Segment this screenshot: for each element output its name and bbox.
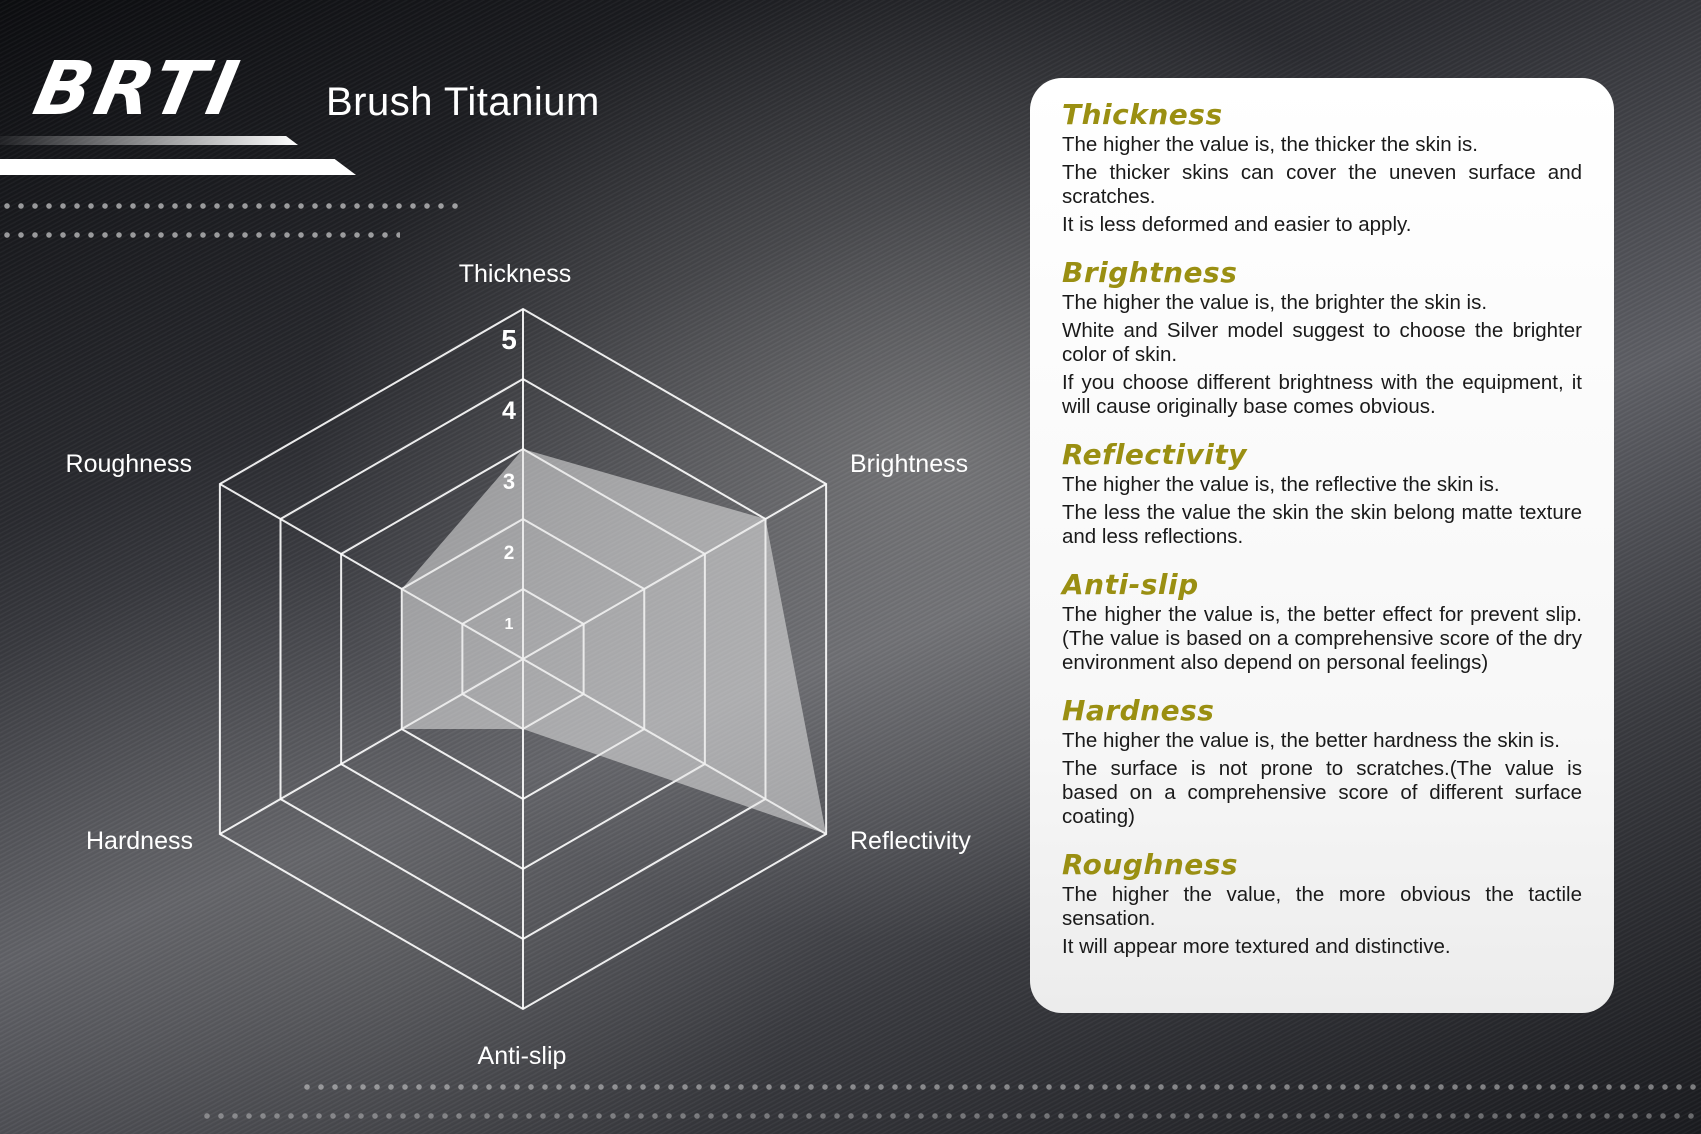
definition-title: Reflectivity	[1062, 438, 1247, 471]
definition-anti-slip	[1062, 568, 1582, 675]
tick-label-2: 2	[503, 543, 515, 564]
tick-label-4: 4	[502, 397, 516, 425]
definition-line: If you choose different brightness with the equipment, it will cause originally base comes obvious.	[1062, 371, 1582, 418]
definition-line: The higher the value is, the brighter the skin is.	[1062, 291, 1488, 314]
definition-roughness	[1062, 848, 1582, 959]
definition-hardness	[1062, 694, 1582, 829]
axis-label-brightness: Brightness	[850, 450, 969, 478]
axis-label-thickness: Thickness	[458, 260, 572, 288]
axis-label-hardness: Hardness	[86, 827, 193, 855]
definition-line: The surface is not prone to scratches.(The value is based on a comprehensive score of different surface coating)	[1062, 757, 1582, 828]
definition-thickness	[1062, 98, 1582, 237]
axis-label-anti-slip: Anti-slip	[477, 1042, 567, 1070]
radar-series	[402, 449, 827, 834]
tick-label-3: 3	[502, 469, 516, 494]
definition-line: The thicker skins can cover the uneven surface and scratches.	[1062, 161, 1582, 208]
tick-label-5: 5	[501, 324, 517, 355]
axis-label-reflectivity: Reflectivity	[850, 827, 971, 855]
definitions-list	[1062, 98, 1582, 959]
axis-label-roughness: Roughness	[65, 450, 192, 478]
definition-title: Thickness	[1062, 98, 1223, 131]
definition-reflectivity	[1062, 438, 1582, 549]
definition-line: The higher the value is, the better hardness the skin is.	[1062, 729, 1560, 752]
product-subtitle: Brush Titanium	[326, 80, 600, 124]
definition-line: The higher the value is, the reflective the skin is.	[1062, 473, 1500, 496]
definition-title: Hardness	[1062, 694, 1215, 727]
definition-title: Brightness	[1062, 256, 1238, 289]
definition-title: Anti-slip	[1062, 568, 1199, 601]
definition-line: The higher the value, the more obvious the tactile sensation.	[1062, 883, 1582, 930]
definition-line: The higher the value is, the better effect for prevent slip.(The value is based on a comprehensive score of the dry environment also depend on personal feelings)	[1062, 603, 1582, 674]
series-area-0	[402, 449, 826, 834]
definition-line: White and Silver model suggest to choose the brighter color of skin.	[1062, 319, 1582, 366]
definitions-panel	[1030, 78, 1614, 1013]
definition-line: The higher the value is, the thicker the skin is.	[1062, 133, 1478, 156]
brand-logo: BRTI	[26, 46, 250, 132]
definition-line: The less the value the skin the skin belong matte texture and less reflections.	[1062, 501, 1582, 548]
definition-title: Roughness	[1062, 848, 1239, 881]
tick-label-1: 1	[504, 616, 514, 633]
definition-brightness	[1062, 256, 1582, 419]
definition-line: It is less deformed and easier to apply.	[1062, 213, 1412, 236]
definition-line: It will appear more textured and distinctive.	[1062, 935, 1451, 958]
